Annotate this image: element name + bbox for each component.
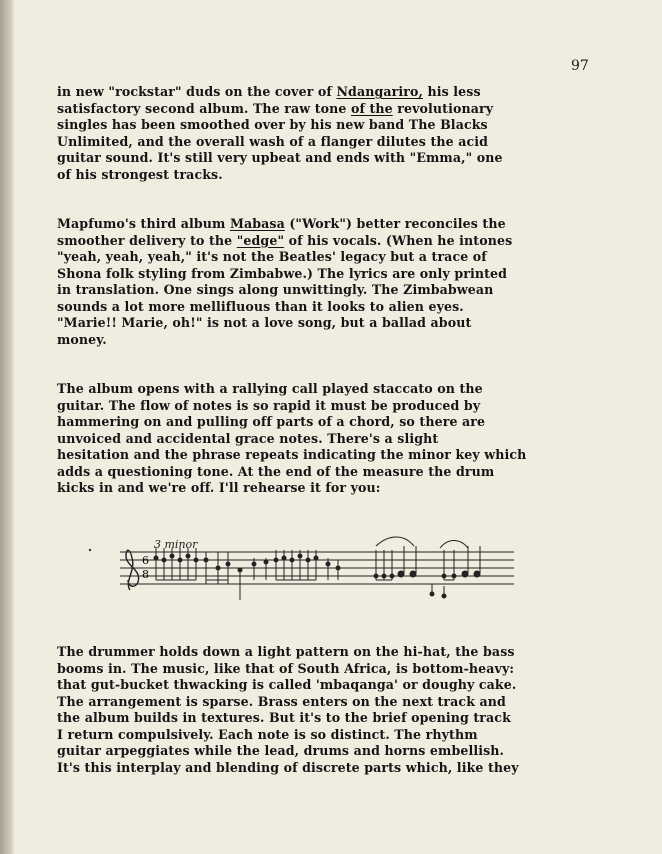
text-run: The album opens with a rallying call played staccato on the (57, 381, 483, 396)
notation-label: 3 minor (154, 538, 198, 551)
text-line (57, 760, 519, 777)
text-run: The drummer holds down a light pattern on the hi-hat, the bass (57, 644, 515, 659)
text-run: money. (57, 331, 107, 347)
paragraph-1 (57, 84, 503, 183)
text-run: hammering on and pulling off parts of a chord, so there are (57, 414, 486, 429)
book-gutter (0, 0, 14, 854)
text-run: The arrangement is sparse. Brass enters on the next track and (57, 693, 506, 709)
text-line (57, 84, 503, 101)
text-run: guitar sound. It's still very upbeat and ends with "Emma," one (57, 150, 503, 165)
text-run: Mapfumo's third album (57, 216, 230, 231)
paragraph-3 (57, 381, 526, 497)
text-line (57, 480, 526, 497)
paragraph-4 (57, 644, 519, 776)
text-run: sounds a lot more mellifluous than it looks to alien eyes. (57, 298, 464, 314)
text-line (57, 661, 519, 678)
text-run: "Marie!! Marie, oh!" is not a love song, but a ballad about (57, 315, 472, 330)
text-run: "yeah, yeah, yeah," it's not the Beatles' legacy but a trace of (57, 249, 487, 264)
text-line (57, 332, 512, 349)
text-line (57, 117, 503, 134)
text-run: singles has been smoothed over by his new band The Blacks (57, 117, 488, 132)
text-run: guitar. The flow of notes is so rapid it must be produced by (57, 397, 481, 413)
text-line (57, 266, 512, 283)
time-sig-bottom: 8 (142, 568, 149, 581)
text-run: in new "rockstar" duds on the cover of (57, 84, 337, 99)
text-line (57, 282, 512, 299)
text-line (57, 216, 512, 233)
text-run: that gut-bucket thwacking is called 'mbaqanga' or doughy cake. (57, 677, 517, 692)
text-line (57, 398, 526, 415)
text-line (57, 167, 503, 184)
text-run: smoother delivery to the (57, 232, 237, 248)
text-run: Unlimited, and the overall wash of a flanger dilutes the acid (57, 133, 489, 149)
text-run: his less (422, 84, 481, 99)
text-run: Shona folk styling from Zimbabwe.) The lyrics are only printed (57, 265, 508, 281)
text-line (57, 727, 519, 744)
text-line (57, 249, 512, 266)
text-line (57, 743, 519, 760)
note-group-4 (374, 537, 434, 596)
time-sig-top: 6 (142, 554, 149, 567)
text-run: hesitation and the phrase repeats indicating the minor key which (57, 447, 527, 462)
text-run: ("Work") better reconciles the (284, 216, 506, 231)
text-line (57, 150, 503, 167)
text-run: satisfactory second album. The raw tone (57, 100, 351, 116)
text-line (57, 299, 512, 316)
note-group-5 (440, 541, 480, 599)
text-line (57, 431, 526, 448)
text-line (57, 464, 526, 481)
text-run: of his vocals. (When he intones (284, 232, 513, 248)
underlined-title: "edge" (236, 232, 285, 248)
text-line (57, 644, 519, 661)
text-run: I return compulsively. Each note is so distinct. The rhythm (57, 726, 478, 742)
music-notation (84, 530, 534, 600)
underlined-title: of the (350, 100, 393, 116)
text-line (57, 315, 512, 332)
text-line (57, 677, 519, 694)
ink-speck (89, 549, 91, 551)
text-run: booms in. The music, like that of South Africa, is bottom-heavy: (57, 660, 515, 676)
text-line (57, 414, 526, 431)
text-run: revolutionary (392, 100, 494, 116)
text-run: adds a questioning tone. At the end of the measure the drum (57, 463, 495, 479)
text-line (57, 710, 519, 727)
text-line (57, 233, 512, 250)
underlined-title: Mabasa (229, 216, 285, 231)
text-line (57, 381, 526, 398)
page-number: 97 (571, 58, 589, 74)
text-run: of his strongest tracks. (57, 166, 223, 182)
paragraph-2 (57, 216, 512, 348)
text-run: kicks in and we're off. I'll rehearse it for you: (57, 480, 381, 495)
text-line (57, 101, 503, 118)
text-line (57, 694, 519, 711)
text-run: the album builds in textures. But it's to the brief opening track (57, 710, 511, 725)
text-line (57, 447, 526, 464)
text-line (57, 134, 503, 151)
note-group-1 (154, 548, 198, 580)
text-run: It's this interplay and blending of discrete parts which, like they (57, 759, 519, 775)
text-run: unvoiced and accidental grace notes. There's a slight (57, 430, 439, 446)
underlined-title: Ndangariro, (336, 84, 423, 99)
text-run: in translation. One sings along unwittingly. The Zimbabwean (57, 282, 494, 297)
text-run: guitar arpeggiates while the lead, drums and horns embellish. (57, 743, 505, 758)
